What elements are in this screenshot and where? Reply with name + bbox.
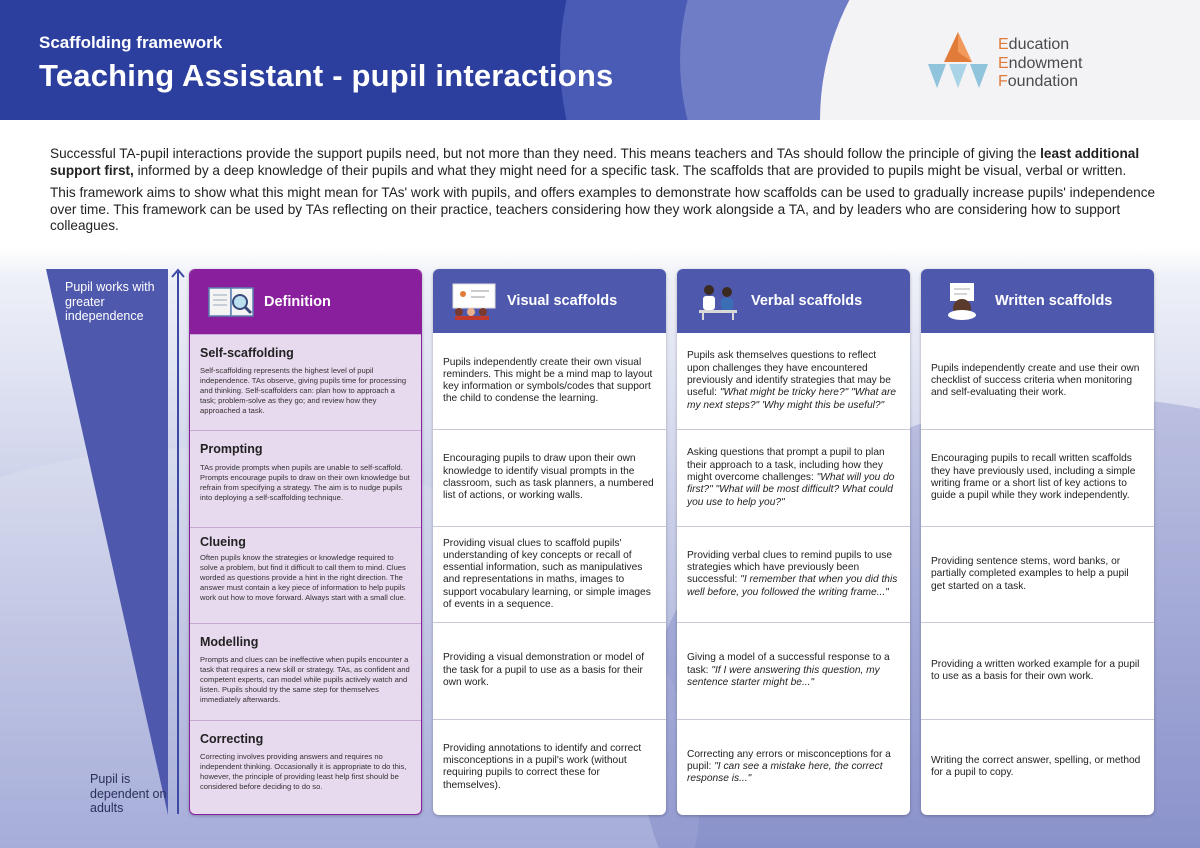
written-row-prompting: Encouraging pupils to recall written scaffolds they have previously used, including a simple writing frame or a short list of key actions to guide a pupil while they work independently. bbox=[921, 429, 1154, 525]
level-description: Often pupils know the strategies or knowledge required to solve a problem, but find it difficult to call them to mind. Clues worded as questions provide a hint in the right direction. The answer must contain a key piece of information to help pupils work out how to move forward. Always start with a small clue. bbox=[200, 553, 406, 603]
level-title: Prompting bbox=[200, 442, 263, 457]
definition-heading: Definition bbox=[264, 294, 331, 310]
written-scaffolds-column bbox=[921, 269, 1154, 815]
level-title: Correcting bbox=[200, 731, 264, 746]
verbal-row-clueing: Providing verbal clues to remind pupils to use strategies which have previously been successful: "I remember that when you did this well before, you followed the writing frame..." bbox=[677, 526, 910, 622]
visual-row-clueing: Providing visual clues to scaffold pupils' understanding of key concepts or recall of essential information, such as manipulatives and representations in maths, images to support vocabulary learning, or simple images of events in a sequence. bbox=[433, 526, 666, 622]
visual-row-modelling: Providing a visual demonstration or model of the task for a pupil to use as a basis for their own work. bbox=[433, 622, 666, 718]
definition-column-header bbox=[190, 270, 421, 334]
written-row-modelling: Providing a written worked example for a pupil to use as a basis for their own work. bbox=[921, 622, 1154, 718]
verbal-rows bbox=[677, 333, 910, 815]
visual-row-correcting: Providing annotations to identify and correct misconceptions in a pupil's work (without requiring pupils to correct these for themselves). bbox=[433, 719, 666, 815]
arrow-up-icon bbox=[171, 268, 185, 278]
definition-row-prompting bbox=[190, 430, 421, 526]
classroom-board-icon bbox=[449, 281, 499, 321]
visual-scaffolds-column bbox=[433, 269, 666, 815]
independence-top-label: Pupil works with greater independence bbox=[65, 280, 155, 323]
page-subtitle: Scaffolding framework bbox=[39, 33, 223, 52]
level-title: Self-scaffolding bbox=[200, 346, 294, 360]
written-row-self-scaffolding: Pupils independently create and use their own checklist of success criteria when monitoring and self-evaluating their work. bbox=[931, 362, 1140, 399]
verbal-row-prompting: Asking questions that prompt a pupil to plan their approach to a task, including how they might overcome challenges: "What will you do first?" "What will be most difficult? What could you use to help you?" bbox=[677, 429, 910, 525]
definition-column bbox=[189, 269, 422, 815]
eef-logo-text: Education Endowment Foundation bbox=[998, 36, 1083, 90]
written-row-correcting: Writing the correct answer, spelling, or method for a pupil to copy. bbox=[921, 719, 1154, 815]
independence-bottom-label: Pupil is dependent on adults bbox=[90, 772, 167, 815]
page-title: Teaching Assistant - pupil interactions bbox=[39, 58, 614, 93]
level-title: Modelling bbox=[200, 635, 259, 650]
level-description: Prompts and clues can be ineffective when pupils encounter a task that requires a new skill or strategy. TAs, as confident and competent experts, can model while pupils actively watch and listen. Pupils should try the same step for themselves immediately afterwards. bbox=[200, 655, 410, 705]
independence-arrow-line bbox=[177, 272, 179, 814]
conversation-icon bbox=[693, 281, 743, 321]
level-description: Correcting involves providing answers and requires no independent thinking. Occasionally it is appropriate to do this, however, the principle of providing least help first should be considered before deciding to do so. bbox=[200, 751, 407, 791]
verbal-row-correcting: Correcting any errors or misconceptions for a pupil: "I can see a mistake here, the correct response is..." bbox=[677, 719, 910, 815]
verbal-scaffolds-column bbox=[677, 269, 910, 815]
definition-row-correcting bbox=[190, 720, 421, 815]
intro-paragraph-2: This framework aims to show what this might mean for TAs' work with pupils, and offers examples to demonstrate how scaffolds can be used to gradually increase pupils' independence over time. This framework can be used by TAs reflecting on their practice, teachers considering how they work alongside a TA, and by leaders who are considering how to support colleagues. bbox=[50, 185, 1156, 233]
visual-rows bbox=[433, 333, 666, 815]
intro-paragraph-1: Successful TA-pupil interactions provide the support pupils need, but not more than they need. This means teachers and TAs should follow the principle of giving the least additional support first, informed by a deep knowledge of their pupils and what they might need for a specific task. The scaffolds that are provided to pupils might be visual, verbal or written. bbox=[50, 146, 1140, 178]
written-row-clueing: Providing sentence stems, word banks, or partially completed examples to help a pupil get started on a task. bbox=[921, 526, 1154, 622]
written-rows bbox=[921, 333, 1154, 815]
written-column-header bbox=[921, 269, 1154, 333]
definition-row-modelling bbox=[190, 623, 421, 719]
definition-row-clueing bbox=[190, 527, 421, 623]
eef-logo-icon bbox=[928, 30, 988, 90]
level-description: TAs provide prompts when pupils are unable to self-scaffold. Prompts encourage pupils to draw on their own knowledge but refrain from specifying a strategy. The aim is to nudge pupils into deploying a self-scaffolding technique. bbox=[200, 462, 410, 502]
verbal-row-modelling: Giving a model of a successful response to a task: "If I were answering this question, my sentence starter might be..." bbox=[677, 622, 910, 718]
visual-heading: Visual scaffolds bbox=[507, 293, 618, 309]
visual-column-header bbox=[433, 269, 666, 333]
verbal-row-self-scaffolding: Pupils ask themselves questions to reflect upon challenges they have encountered previously and identify strategies that may be useful: "What might be tricky here?" "What are my next steps?" 'Why might this be useful?" bbox=[687, 350, 897, 411]
verbal-column-header bbox=[677, 269, 910, 333]
level-description: Self-scaffolding represents the highest level of pupil independence. TAs observe, giving pupils time for processing and thinking. Self-scaffolders can: plan how to approach a task; problem-solve as they go; and review how they approached a task. bbox=[200, 366, 407, 416]
definition-row-self-scaffolding bbox=[190, 334, 421, 430]
verbal-heading: Verbal scaffolds bbox=[751, 293, 863, 309]
visual-row-self-scaffolding: Pupils independently create their own visual reminders. This might be a mind map to layout key information or symbols/codes that support the child to condense the learning. bbox=[443, 356, 653, 405]
written-heading: Written scaffolds bbox=[995, 293, 1113, 309]
page-header bbox=[0, 0, 1200, 120]
level-title: Clueing bbox=[200, 534, 246, 549]
intro-text bbox=[50, 146, 1160, 241]
book-magnifier-icon bbox=[206, 282, 256, 322]
definition-rows bbox=[190, 334, 421, 815]
writing-pupil-icon bbox=[937, 281, 987, 321]
visual-row-prompting: Encouraging pupils to draw upon their own knowledge to identify visual prompts in the classroom, such as task planners, a numbered list of actions, or working walls. bbox=[433, 429, 666, 525]
